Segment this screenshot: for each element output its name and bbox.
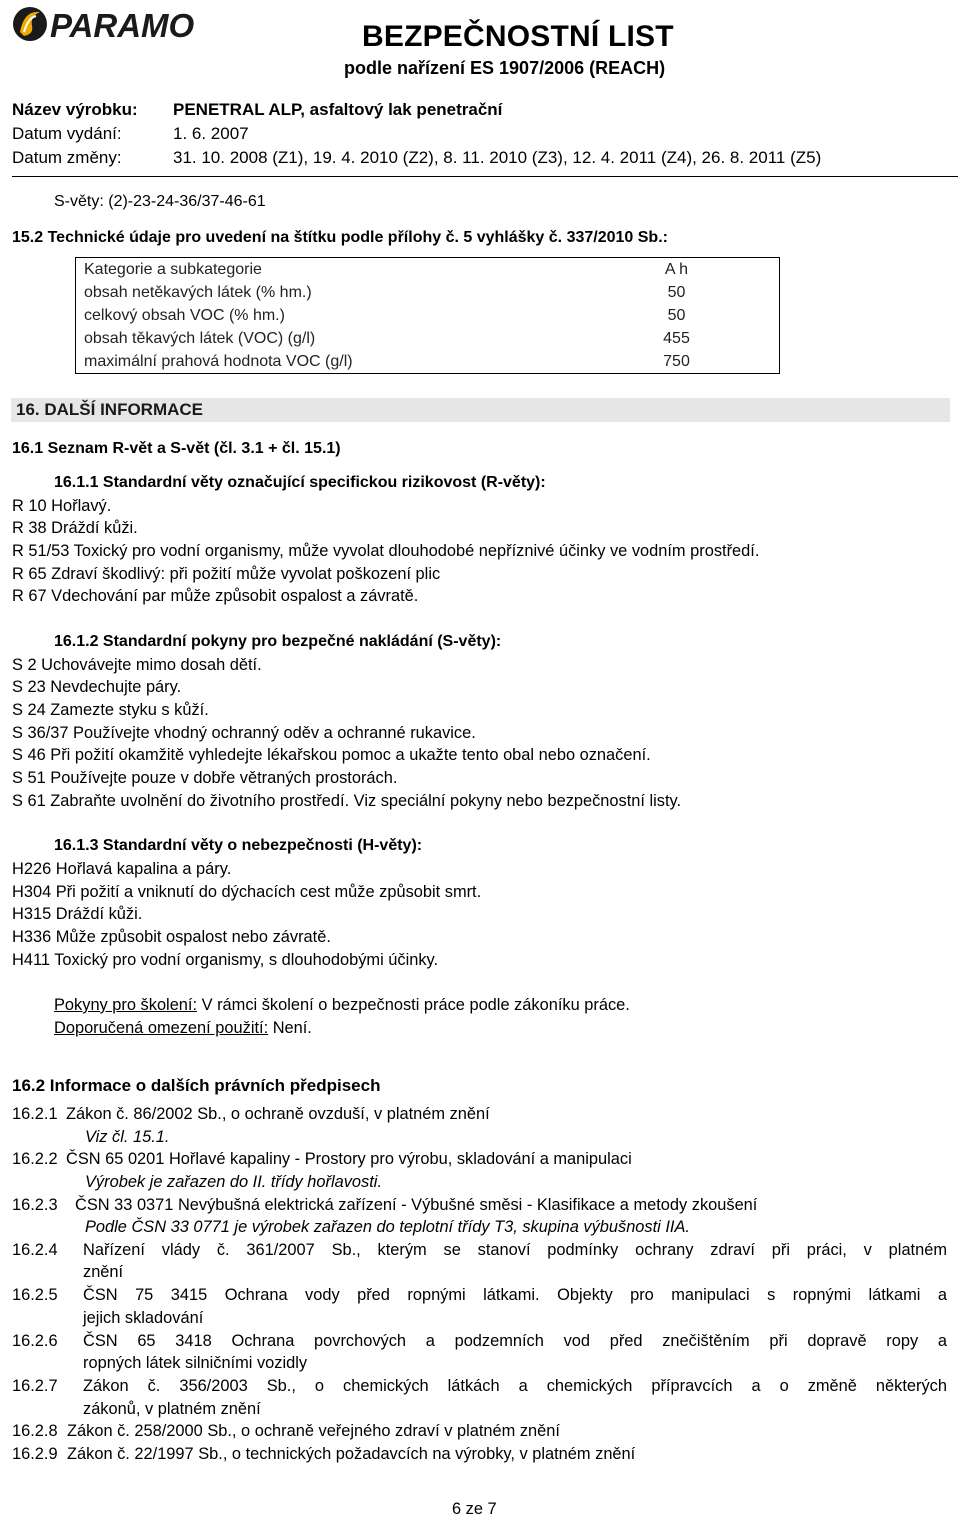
list-item: S 61 Zabraňte uvolnění do životního prostředí. Viz speciální pokyny nebo bezpečnostní listy. (12, 792, 682, 810)
header-divider (12, 176, 958, 177)
section-15-2-heading: 15.2 Technické údaje pro uvedení na štítku podle přílohy č. 5 vyhlášky č. 337/2010 Sb.: (12, 229, 668, 246)
list-item: H304 Při požití a vniknutí do dýchacích cest může způsobit smrt. (12, 883, 482, 901)
voc-value: A h (574, 258, 780, 282)
list-item: H315 Dráždí kůži. (12, 905, 143, 923)
legal-item-num: 16.2.5 (12, 1286, 58, 1304)
legal-item-text: ČSN 33 0371 Nevýbušná elektrická zařízení - Výbušné směsi - Klasifikace a metody zkoušení (75, 1196, 758, 1214)
legal-item-note: Výrobek je zařazen do II. třídy hořlavosti. (85, 1173, 382, 1191)
section-16-heading (11, 398, 950, 422)
voc-label: maximální prahová hodnota VOC (g/l) (76, 350, 575, 374)
legal-item-cont: znění (83, 1263, 124, 1281)
legal-item-text: Zákon č. 258/2000 Sb., o ochraně veřejného zdraví v platném znění (67, 1422, 560, 1440)
voc-value: 455 (574, 327, 780, 350)
legal-item-cont: zákonů, v platném znění (83, 1400, 261, 1418)
legal-item-num: 16.2.1 (12, 1105, 58, 1123)
table-row (76, 327, 780, 350)
product-name-label: Název výrobku: (12, 100, 138, 119)
list-item: S 2 Uchovávejte mimo dosah dětí. (12, 656, 262, 674)
list-item: R 51/53 Toxický pro vodní organismy, může vyvolat dlouhodobé nepříznivé účinky ve vodním prostředí. (12, 542, 760, 560)
change-date-value: 31. 10. 2008 (Z1), 19. 4. 2010 (Z2), 8. 11. 2010 (Z3), 12. 4. 2011 (Z4), 26. 8. 2011 (Z5) (173, 148, 822, 167)
legal-item-note: Podle ČSN 33 0771 je výrobek zařazen do teplotní třídy T3, skupina výbušnosti IIA. (85, 1218, 690, 1236)
h-phrases-heading: 16.1.3 Standardní věty o nebezpečnosti (H-věty): (54, 837, 423, 854)
list-item: S 51 Používejte pouze v dobře větraných prostorách. (12, 769, 398, 787)
paramo-logo (10, 2, 205, 48)
change-date-row (12, 148, 821, 168)
list-item: S 36/37 Používejte vhodný ochranný oděv a ochranné rukavice. (12, 724, 476, 742)
product-name-row (12, 100, 502, 120)
issue-date-label: Datum vydání: (12, 124, 122, 143)
page-number: 6 ze 7 (452, 1500, 497, 1518)
legal-item-text: ČSN 65 3418 Ochrana povrchových a podzemních vod před znečištěním při dopravě ropy a (83, 1332, 947, 1350)
list-item: R 38 Dráždí kůži. (12, 519, 138, 537)
list-item: S 24 Zamezte styku s kůží. (12, 701, 209, 719)
training-value: V rámci školení o bezpečnosti práce podle zákoníku práce. (201, 996, 630, 1014)
list-item: S 46 Při požití okamžitě vyhledejte lékařskou pomoc a ukažte tento obal nebo označení. (12, 746, 651, 764)
legal-item-num: 16.2.8 (12, 1422, 58, 1440)
list-item: H336 Může způsobit ospalost nebo závratě. (12, 928, 331, 946)
list-item: R 10 Hořlavý. (12, 497, 112, 515)
legal-item-num: 16.2.7 (12, 1377, 58, 1395)
voc-label: celkový obsah VOC (% hm.) (76, 304, 575, 327)
legal-item-num: 16.2.6 (12, 1332, 58, 1350)
section-16-2-heading: 16.2 Informace o dalších právních předpisech (12, 1076, 381, 1095)
table-row (76, 304, 780, 327)
voc-table (75, 257, 780, 374)
voc-label: Kategorie a subkategorie (76, 258, 575, 282)
restriction-row (54, 1019, 312, 1038)
list-item: R 67 Vdechování par může způsobit ospalost a závratě. (12, 587, 419, 605)
table-row (76, 281, 780, 304)
legal-item-text: Zákon č. 356/2003 Sb., o chemických látkách a chemických přípravcích a o změně některých (83, 1377, 947, 1395)
list-item: H226 Hořlavá kapalina a páry. (12, 860, 232, 878)
section-16-title: 16. DALŠÍ INFORMACE (16, 400, 204, 419)
legal-item-note: Viz čl. 15.1. (85, 1128, 170, 1146)
training-label: Pokyny pro školení: (54, 996, 198, 1014)
r-phrases-heading: 16.1.1 Standardní věty označující specifickou rizikovost (R-věty): (54, 474, 546, 491)
table-row (76, 350, 780, 374)
list-item: S 23 Nevdechujte páry. (12, 678, 182, 696)
voc-value: 50 (574, 304, 780, 327)
s-phrases-heading: 16.1.2 Standardní pokyny pro bezpečné nakládání (S-věty): (54, 633, 502, 650)
document-subtitle: podle nařízení ES 1907/2006 (REACH) (344, 58, 666, 78)
legal-item-num: 16.2.4 (12, 1241, 58, 1259)
legal-item-cont: jejich skladování (83, 1309, 204, 1327)
legal-item-num: 16.2.3 (12, 1196, 58, 1214)
product-name-value: PENETRAL ALP, asfaltový lak penetrační (173, 100, 503, 119)
voc-label: obsah netěkavých látek (% hm.) (76, 281, 575, 304)
legal-item-num: 16.2.2 (12, 1150, 58, 1168)
restriction-label: Doporučená omezení použití: (54, 1019, 269, 1037)
section-16-1-heading: 16.1 Seznam R-vět a S-vět (čl. 3.1 + čl. 15.1) (12, 440, 341, 457)
voc-value: 50 (574, 281, 780, 304)
logo-wordmark: PARAMO (50, 7, 195, 44)
training-row (54, 996, 630, 1015)
legal-item-text: ČSN 65 0201 Hořlavé kapaliny - Prostory pro výrobu, skladování a manipulaci (66, 1150, 632, 1168)
legal-item-num: 16.2.9 (12, 1445, 58, 1463)
document-title: BEZPEČNOSTNÍ LIST (362, 20, 674, 53)
table-row (76, 258, 780, 282)
restriction-value: Není. (272, 1019, 312, 1037)
change-date-label: Datum změny: (12, 148, 122, 167)
issue-date-value: 1. 6. 2007 (173, 124, 249, 143)
list-item: R 65 Zdraví škodlivý: při požití může vyvolat poškození plic (12, 565, 441, 583)
issue-date-row (12, 124, 249, 144)
legal-item-cont: ropných látek silničními vozidly (83, 1354, 308, 1372)
list-item: H411 Toxický pro vodní organismy, s dlouhodobými účinky. (12, 951, 439, 969)
legal-item-text: ČSN 75 3415 Ochrana vody před ropnými látkami. Objekty pro manipulaci s ropnými látkami a (83, 1286, 947, 1304)
s-phrases-line: S-věty: (2)-23-24-36/37-46-61 (54, 193, 266, 210)
legal-item-text: Zákon č. 86/2002 Sb., o ochraně ovzduší, v platném znění (66, 1105, 490, 1123)
voc-label: obsah těkavých látek (VOC) (g/l) (76, 327, 575, 350)
legal-item-text: Zákon č. 22/1997 Sb., o technických požadavcích na výrobky, v platném znění (67, 1445, 636, 1463)
logo-emblem-icon (13, 7, 47, 41)
voc-value: 750 (574, 350, 780, 374)
legal-item-text: Nařízení vlády č. 361/2007 Sb., kterým se stanoví podmínky ochrany zdraví při práci, v platném (83, 1241, 947, 1259)
